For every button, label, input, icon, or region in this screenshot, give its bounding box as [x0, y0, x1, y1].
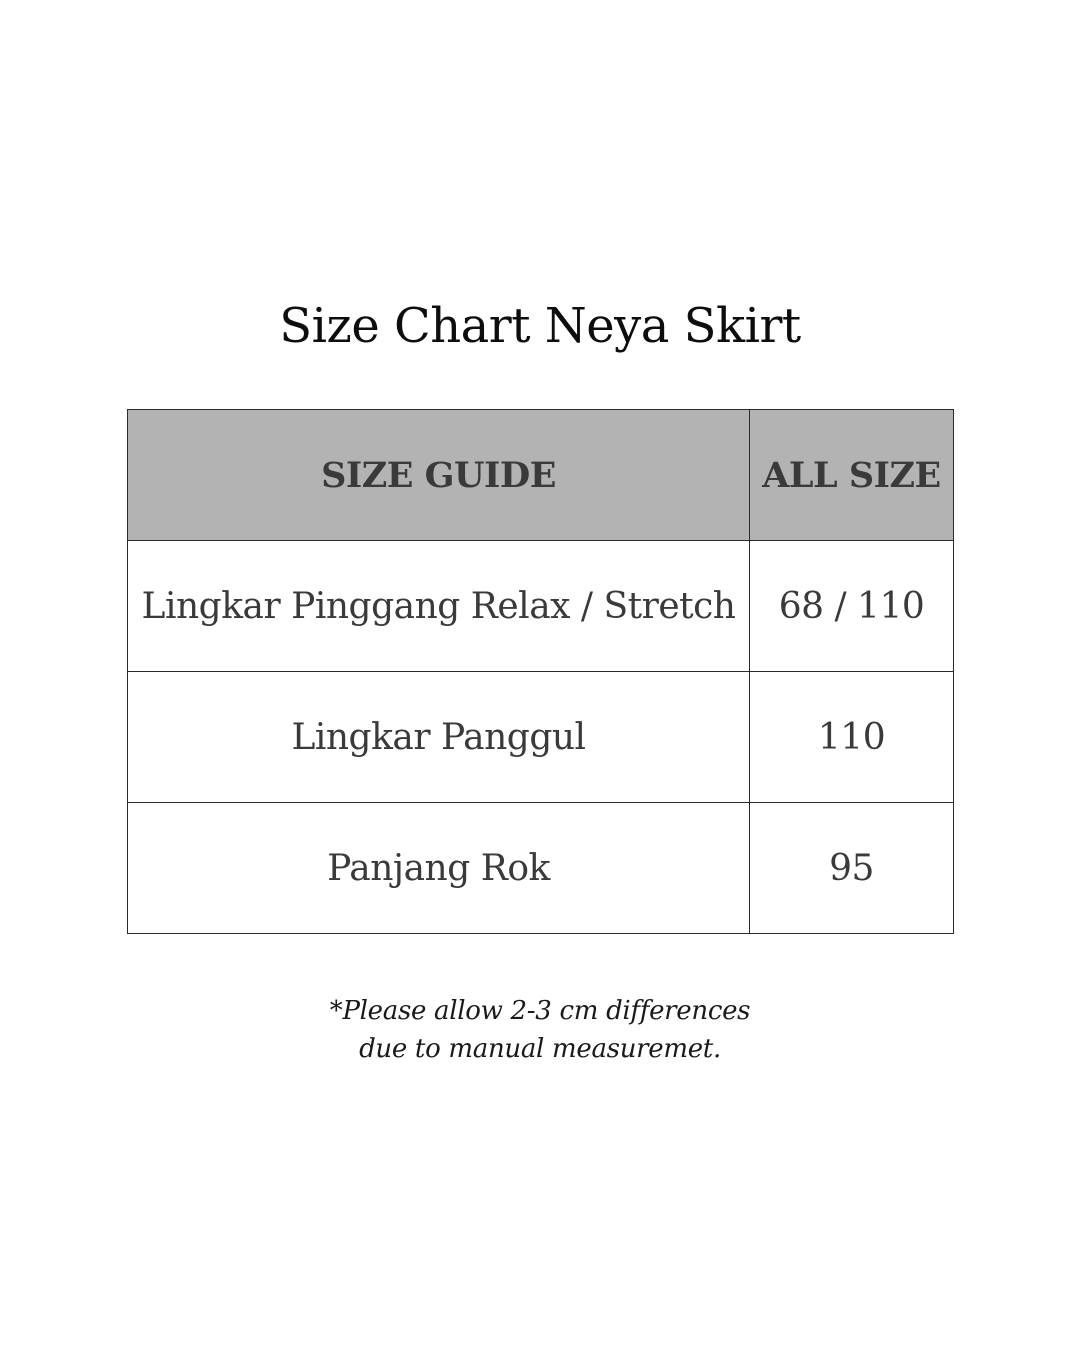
- row-label: Lingkar Pinggang Relax / Stretch: [128, 541, 750, 672]
- header-size-guide: SIZE GUIDE: [128, 410, 750, 541]
- page-title: Size Chart Neya Skirt: [279, 298, 801, 354]
- table-row: [128, 672, 954, 803]
- note-line-2: due to manual measuremet.: [359, 1034, 721, 1064]
- row-value: 68 / 110: [750, 541, 954, 672]
- measurement-note: [0, 992, 1080, 1068]
- table-header-row: [128, 410, 954, 541]
- row-label: Lingkar Panggul: [128, 672, 750, 803]
- note-line-1: *Please allow 2-3 cm differences: [329, 996, 751, 1026]
- row-value: 110: [750, 672, 954, 803]
- size-chart-table: [127, 409, 954, 934]
- table-row: [128, 803, 954, 934]
- row-value: 95: [750, 803, 954, 934]
- row-label: Panjang Rok: [128, 803, 750, 934]
- header-all-size: ALL SIZE: [750, 410, 954, 541]
- table-row: [128, 541, 954, 672]
